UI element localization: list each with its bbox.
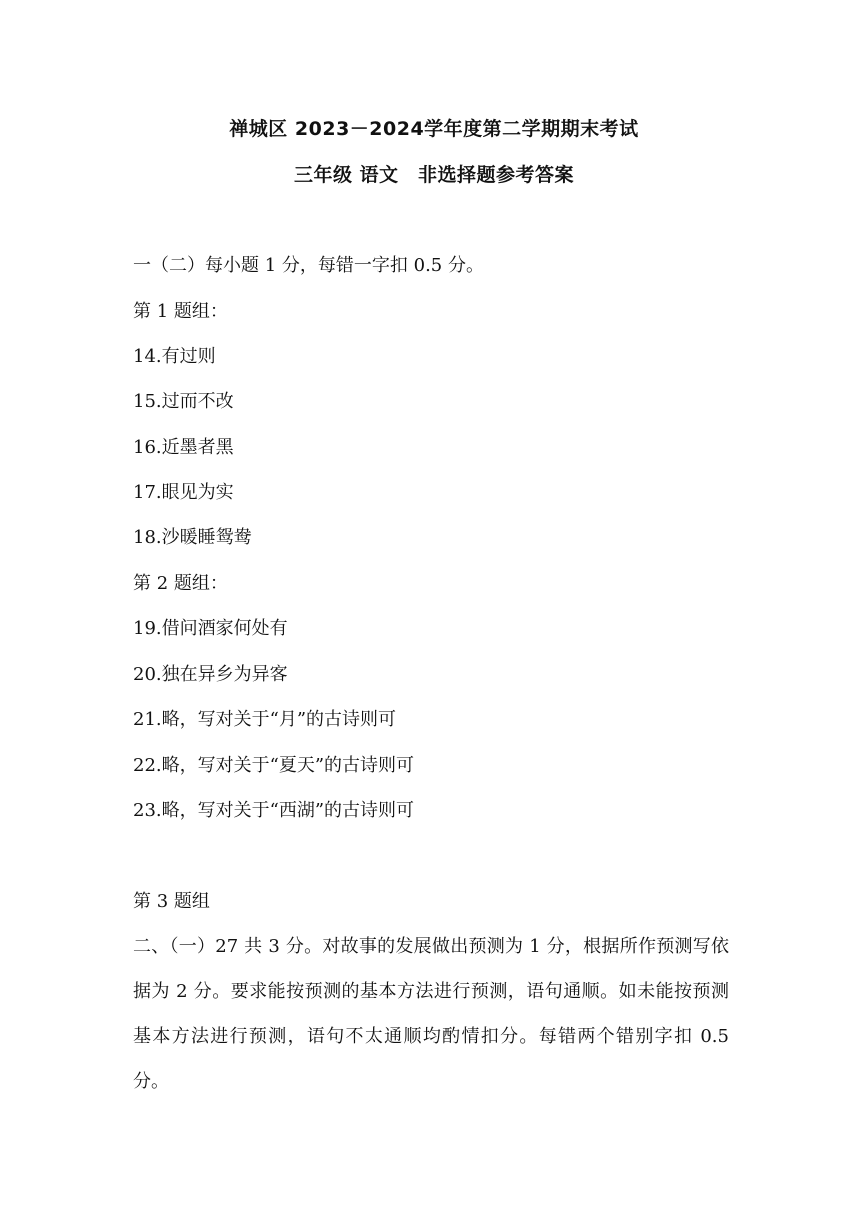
group-1-label: 第 1 题组： [133, 301, 228, 322]
group-3-label: 第 3 题组 [133, 891, 210, 912]
answer-item: 14.有过则 [133, 346, 216, 367]
section-one-intro: 一（二）每小题 1 分，每错一字扣 0.5 分。 [133, 255, 484, 276]
answer-item: 15.过而不改 [133, 391, 234, 412]
answer-item: 17.眼见为实 [133, 482, 234, 503]
document-subtitle: 三年级 语文 非选择题参考答案 [293, 164, 575, 186]
answer-item: 21.略，写对关于“月”的古诗则可 [133, 709, 397, 730]
answer-item: 19.借问酒家何处有 [133, 618, 288, 639]
answer-item: 23.略，写对关于“西湖”的古诗则可 [133, 800, 415, 821]
group-2-label: 第 2 题组： [133, 573, 228, 594]
answer-item: 20.独在异乡为异客 [133, 664, 288, 685]
section-two-paragraph: 二、（一）27 共 3 分。对故事的发展做出预测为 1 分，根据所作预测写依据为 2 分。要求能按预测的基本方法进行预测，语句通顺。如未能按预测基本方法进行预测，语句不太通顺均酌情扣分。每错两个错别字扣 0.5 分。 [133, 936, 729, 1092]
answer-item: 22.略，写对关于“夏天”的古诗则可 [133, 755, 415, 776]
document-title: 禅城区 2023－2024学年度第二学期期末考试 [229, 118, 639, 140]
answer-item: 18.沙暖睡鸳鸯 [133, 527, 252, 548]
answer-item: 16.近墨者黑 [133, 437, 234, 458]
